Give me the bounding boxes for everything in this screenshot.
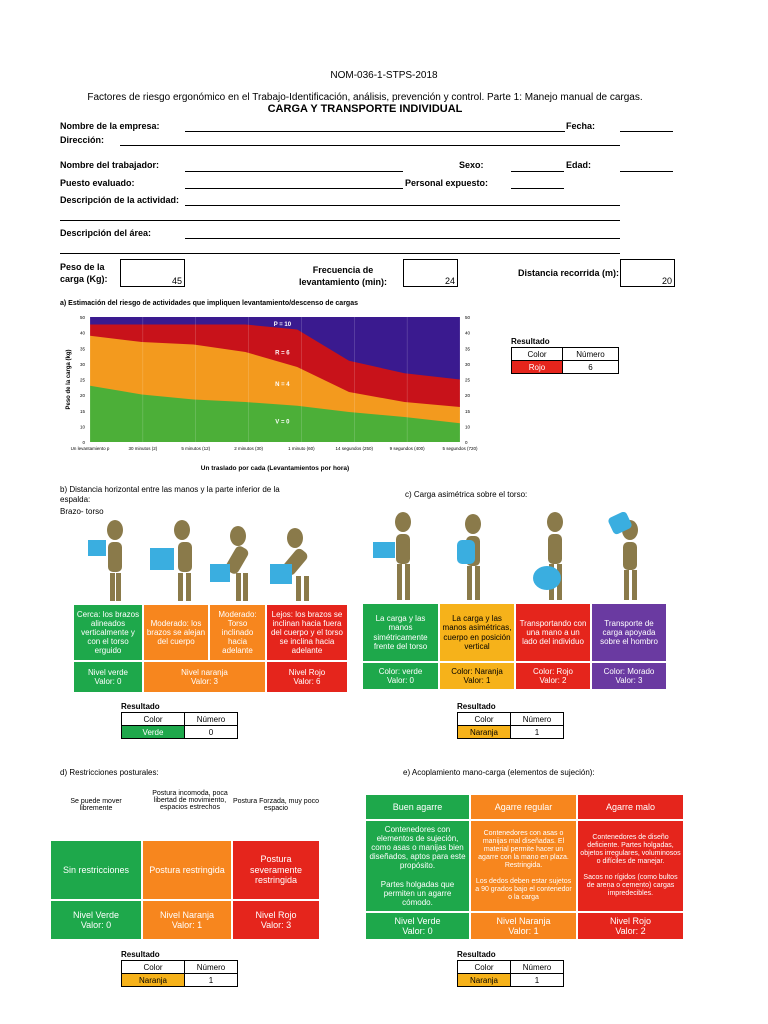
puesto-label: Puesto evaluado: bbox=[60, 178, 135, 188]
result-col-number: Número bbox=[511, 713, 564, 726]
result-col-number: Número bbox=[185, 713, 238, 726]
figure-head bbox=[230, 526, 246, 546]
y-tick-label-right: 30 bbox=[465, 361, 471, 367]
figure-body bbox=[108, 542, 122, 572]
e-cell-regular: Contenedores con asas o manijas mal diseñadas. El material permite hacer un agarre con la mano en plaza. Restringida. Los dedos deben estar sujetos a 90 grados bajo el contenedor o la carga bbox=[470, 820, 577, 912]
section-a-title: a) Estimación del riesgo de actividades que impliquen levantamiento/descenso de cargas bbox=[60, 300, 358, 307]
x-axis-label: Un traslado por cada (Levantamientos por hora) bbox=[200, 465, 350, 472]
puesto-field[interactable] bbox=[185, 188, 403, 189]
figure-leg bbox=[178, 573, 183, 601]
y-tick-label-right: 35 bbox=[465, 346, 471, 352]
section-a-result bbox=[511, 337, 619, 374]
box-icon bbox=[373, 542, 395, 558]
frecuencia-input[interactable]: 24 bbox=[403, 259, 458, 287]
c-level-verde: Color: verde Valor: 0 bbox=[362, 662, 439, 690]
y-tick-label: 35 bbox=[79, 346, 85, 352]
figure-leg bbox=[110, 573, 115, 601]
figure-head bbox=[547, 512, 563, 532]
figure-body bbox=[623, 542, 637, 570]
document-title: CARGA Y TRANSPORTE INDIVIDUAL bbox=[267, 103, 463, 115]
area-label: Descripción del área: bbox=[60, 228, 152, 238]
result-table bbox=[457, 960, 564, 987]
actividad-label: Descripción de la actividad: bbox=[60, 195, 180, 205]
d-desc-incomoda: Postura incomoda, poca libertad de movimiento, espacios estrechos bbox=[152, 790, 228, 811]
y-tick-label: 0 bbox=[82, 440, 85, 445]
fecha-label: Fecha: bbox=[566, 121, 596, 131]
box-icon bbox=[270, 564, 292, 584]
figure-body bbox=[396, 534, 410, 564]
figure-leg bbox=[467, 566, 472, 600]
box-icon bbox=[457, 540, 475, 564]
d-cell-restringida: Postura restringida bbox=[142, 840, 232, 900]
x-tick-label: 1 minuto (60) bbox=[288, 446, 315, 451]
result-label: Resultado bbox=[511, 337, 550, 346]
result-number-value: 6 bbox=[563, 361, 619, 374]
d-cell-sin-restricciones: Sin restricciones bbox=[50, 840, 142, 900]
e-level-rojo: Nivel Rojo Valor: 2 bbox=[577, 912, 684, 940]
empresa-label: Nombre de la empresa: bbox=[60, 121, 160, 131]
c-level-morado: Color: Morado Valor: 3 bbox=[591, 662, 667, 690]
figures-c bbox=[365, 512, 665, 602]
c-cell-simetrica: La carga y las manos simétricamente frente del torso bbox=[362, 603, 439, 662]
result-col-color: Color bbox=[458, 713, 511, 726]
result-number-value: 1 bbox=[185, 974, 238, 987]
result-number-value: 1 bbox=[511, 974, 564, 987]
actividad-field[interactable] bbox=[185, 205, 620, 206]
figure-leg bbox=[632, 570, 637, 600]
y-tick-label-right: 40 bbox=[465, 330, 471, 336]
ring-load-icon bbox=[533, 566, 561, 590]
y-tick-label-right: 0 bbox=[465, 440, 468, 445]
section-b-result bbox=[121, 702, 238, 739]
result-number-value: 0 bbox=[185, 726, 238, 739]
result-col-color: Color bbox=[458, 961, 511, 974]
edad-label: Edad: bbox=[566, 160, 592, 170]
zone-label: N = 4 bbox=[275, 381, 290, 388]
figures-b bbox=[70, 518, 350, 603]
result-col-color: Color bbox=[122, 961, 185, 974]
y-tick-label: 50 bbox=[79, 315, 85, 320]
figure-body bbox=[178, 542, 192, 572]
x-tick-label: 14 segundos (250) bbox=[335, 446, 374, 451]
actividad-field-2[interactable] bbox=[60, 220, 620, 221]
frecuencia-label: Frecuencia de levantamiento (min): bbox=[298, 265, 387, 287]
section-e-title: e) Acoplamiento mano-carga (elementos de sujeción): bbox=[403, 768, 595, 777]
b-level-verde: Nivel verde Valor: 0 bbox=[73, 661, 143, 693]
fecha-field[interactable] bbox=[620, 131, 673, 132]
figure-leg bbox=[624, 570, 629, 600]
y-tick-label-right: 10 bbox=[465, 424, 471, 430]
box-icon bbox=[150, 548, 174, 570]
e-head-regular: Agarre regular bbox=[470, 794, 577, 820]
x-tick-label: Un levantamiento p bbox=[70, 446, 110, 451]
risk-chart-svg bbox=[58, 312, 478, 477]
y-tick-label: 40 bbox=[79, 330, 85, 336]
section-b-subtitle: Brazo- torso bbox=[60, 507, 104, 516]
c-level-naranja: Color: Naranja Valor: 1 bbox=[439, 662, 515, 690]
box-icon bbox=[88, 540, 106, 556]
personal-label: Personal expuesto: bbox=[405, 178, 489, 188]
y-tick-label: 30 bbox=[79, 361, 85, 367]
figure-leg bbox=[186, 573, 191, 601]
sexo-field[interactable] bbox=[511, 171, 564, 172]
result-color-value: Verde bbox=[122, 726, 185, 739]
y-tick-label: 15 bbox=[79, 408, 85, 414]
figure-head bbox=[395, 512, 411, 532]
y-axis-label: Peso de la carga (kg) bbox=[66, 349, 72, 410]
result-table bbox=[121, 712, 238, 739]
d-desc-libre: Se puede mover libremente bbox=[70, 798, 122, 812]
result-label: Resultado bbox=[457, 950, 496, 959]
direccion-field[interactable] bbox=[120, 145, 620, 146]
result-color-value: Naranja bbox=[458, 974, 511, 987]
result-label: Resultado bbox=[121, 950, 160, 959]
d-level-verde: Nivel Verde Valor: 0 bbox=[50, 900, 142, 940]
figure-leg bbox=[243, 573, 248, 601]
figure-leg bbox=[405, 564, 410, 600]
y-tick-label-right: 20 bbox=[465, 393, 471, 399]
y-tick-label-right: 25 bbox=[465, 377, 471, 383]
x-tick-label: 5 segundos (720) bbox=[442, 446, 478, 451]
e-level-naranja: Nivel Naranja Valor: 1 bbox=[470, 912, 577, 940]
area-field[interactable] bbox=[185, 238, 620, 239]
document-subtitle: Factores de riesgo ergonómico en el Trabajo-Identificación, análisis, prevención y control. Parte 1: Manejo manual de cargas. bbox=[87, 92, 643, 103]
e-cell-buen: Contenedores con elementos de sujeción, como asas o manijas bien diseñados, aptos para este propósito. Partes holgadas que permiten un agarre cómodo. bbox=[365, 820, 470, 912]
peso-label: Peso de la carga (Kg): bbox=[60, 262, 108, 284]
result-col-color: Color bbox=[512, 348, 563, 361]
section-e-result bbox=[457, 950, 564, 987]
figure-leg bbox=[304, 576, 309, 601]
figure-head bbox=[287, 528, 303, 548]
result-table bbox=[457, 712, 564, 739]
trabajador-label: Nombre del trabajador: bbox=[60, 160, 160, 170]
section-b-title: b) Distancia horizontal entre las manos y la parte inferior de la espalda: bbox=[60, 485, 280, 504]
y-tick-label-right: 15 bbox=[465, 408, 471, 414]
figure-leg bbox=[116, 573, 121, 601]
result-col-color: Color bbox=[122, 713, 185, 726]
result-col-number: Número bbox=[185, 961, 238, 974]
e-head-malo: Agarre malo bbox=[577, 794, 684, 820]
figure-head bbox=[107, 520, 123, 540]
d-cell-severa: Postura severamente restringida bbox=[232, 840, 320, 900]
figure-head bbox=[174, 520, 190, 540]
section-d-title: d) Restricciones posturales: bbox=[60, 768, 159, 777]
c-cell-una-mano: Transportando con una mano a un lado del individuo bbox=[515, 603, 591, 662]
b-level-rojo: Nivel Rojo Valor: 6 bbox=[266, 661, 348, 693]
result-col-number: Número bbox=[511, 961, 564, 974]
result-number-value: 1 bbox=[511, 726, 564, 739]
x-tick-label: 2 minutos (30) bbox=[234, 446, 263, 451]
b-cell-moderado-torso: Moderado: Torso inclinado hacia adelante bbox=[209, 604, 266, 661]
e-level-verde: Nivel Verde Valor: 0 bbox=[365, 912, 470, 940]
x-tick-label: 5 minutos (12) bbox=[181, 446, 211, 451]
b-cell-lejos: Lejos: los brazos se inclinan hacia fuera del cuerpo y el torso se inclina hacia adelante bbox=[266, 604, 348, 661]
empresa-field[interactable] bbox=[185, 131, 565, 132]
result-col-number: Número bbox=[563, 348, 619, 361]
figure-leg bbox=[236, 573, 241, 601]
figure-body bbox=[548, 534, 562, 564]
direccion-label: Dirección: bbox=[60, 135, 105, 145]
x-tick-label: 30 minutos (2) bbox=[128, 446, 158, 451]
b-cell-cerca: Cerca: los brazos alineados verticalmente y con el torso erguido bbox=[73, 604, 143, 661]
y-tick-label: 25 bbox=[79, 377, 85, 383]
result-color-value: Naranja bbox=[122, 974, 185, 987]
section-c-result bbox=[457, 702, 564, 739]
e-head-buen: Buen agarre bbox=[365, 794, 470, 820]
y-tick-label-right: 50 bbox=[465, 315, 471, 320]
result-color-value: Naranja bbox=[458, 726, 511, 739]
area-field-2[interactable] bbox=[60, 253, 620, 254]
c-cell-asimetrica: La carga y las manos asimétricas, cuerpo en posición vertical bbox=[439, 603, 515, 662]
sexo-label: Sexo: bbox=[459, 160, 484, 170]
distancia-label: Distancia recorrida (m): bbox=[518, 268, 620, 278]
result-label: Resultado bbox=[121, 702, 160, 711]
section-c-title: c) Carga asimétrica sobre el torso: bbox=[405, 490, 528, 499]
zone-label: V = 0 bbox=[275, 419, 290, 426]
d-level-rojo: Nivel Rojo Valor: 3 bbox=[232, 900, 320, 940]
y-tick-label: 10 bbox=[79, 424, 85, 430]
e-cell-malo: Contenedores de diseño deficiente. Partes holgadas, objetos irregulares, voluminosos o difíciles de manejar. Sacos no rígidos (como bultos de arena o cemento) cargas impredecibles. bbox=[577, 820, 684, 912]
figure-leg bbox=[475, 566, 480, 600]
result-table bbox=[511, 347, 619, 374]
risk-chart bbox=[58, 312, 478, 477]
box-icon bbox=[210, 564, 230, 582]
peso-input[interactable]: 45 bbox=[120, 259, 185, 287]
zone-label: R = 6 bbox=[275, 350, 290, 357]
y-tick-label: 20 bbox=[79, 393, 85, 399]
figure-leg bbox=[296, 576, 301, 601]
d-desc-forzada: Postura Forzada, muy poco espacio bbox=[233, 798, 319, 812]
b-cell-moderado-brazos: Moderado: los brazos se alejan del cuerpo bbox=[143, 604, 209, 661]
result-label: Resultado bbox=[457, 702, 496, 711]
norm-code: NOM-036-1-STPS-2018 bbox=[330, 70, 438, 81]
d-level-naranja: Nivel Naranja Valor: 1 bbox=[142, 900, 232, 940]
section-d-result bbox=[121, 950, 238, 987]
c-level-rojo: Color: Rojo Valor: 2 bbox=[515, 662, 591, 690]
result-color-value: Rojo bbox=[512, 361, 563, 374]
x-tick-label: 9 segundos (400) bbox=[389, 446, 425, 451]
trabajador-field[interactable] bbox=[185, 171, 403, 172]
figure-leg bbox=[397, 564, 402, 600]
edad-field[interactable] bbox=[620, 171, 673, 172]
zone-label: P = 10 bbox=[273, 321, 292, 328]
result-table bbox=[121, 960, 238, 987]
figure-head bbox=[465, 514, 481, 534]
b-level-naranja: Nivel naranja Valor: 3 bbox=[143, 661, 266, 693]
distancia-input[interactable]: 20 bbox=[620, 259, 675, 287]
personal-field[interactable] bbox=[511, 188, 564, 189]
c-cell-hombro: Transporte de carga apoyada sobre el hombro bbox=[591, 603, 667, 662]
